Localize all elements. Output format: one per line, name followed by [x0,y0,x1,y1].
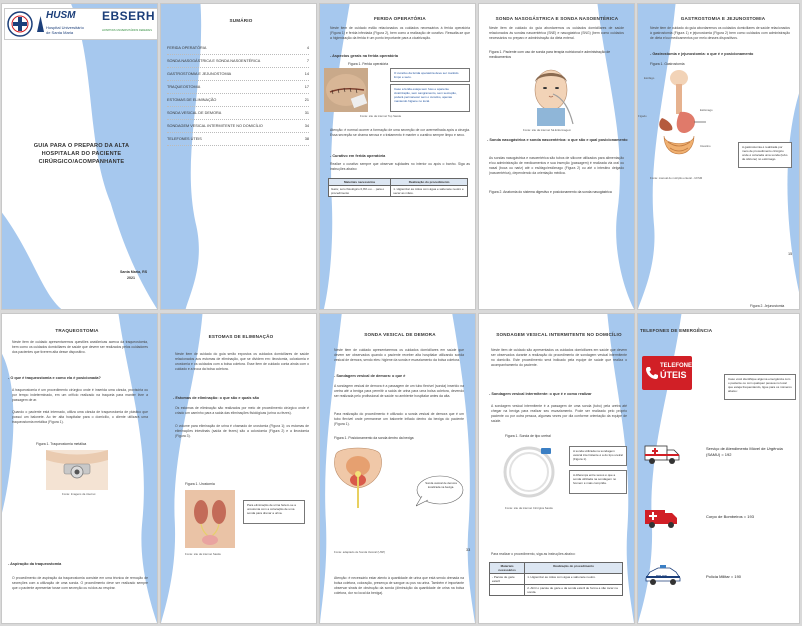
table-row [329,186,468,197]
svd-bubble-text: Sonda vesical de demora localizada na bexiga. [425,481,457,489]
callout-bubble [416,474,464,508]
svi-source: Fonte: site da internet Cirúrgica Saúde [505,506,553,510]
gastro-section-1: - Gastrostomia e jejunostomia: o que é e posicionamento [650,52,754,56]
table-header: Realização do procedimento [391,179,468,186]
ferida-page [319,3,476,310]
svi-callout-1 [569,446,627,466]
fire-truck-icon [644,506,678,530]
summary-item-page: 7 [306,59,309,63]
svi-p2: Para realizar o procedimento, siga as instruções abaixo: [491,552,576,556]
svi-title: SONDAGEM VESICAL INTERMITENTE NO DOMICÍLIO [496,332,622,337]
svd-p2: Para realização do procedimento é utilizado: a sonda vesical de demora que é um tubo flexível onde permanece um balonete inflado dentro da bexiga do paciente (Figura 1). [334,412,464,426]
bombeiros-label: Corpo de Bombeiros = 193 [706,514,754,519]
table-cell [490,585,525,596]
estomas-page [160,313,317,624]
estomas-callout-text: Para eliminação de urina fazem-se a urostomia com a colocação de uma sonda para drenar a urina. [247,503,296,515]
table-header: Materiais necessários [490,563,525,574]
digestive-system-illustration [650,70,708,166]
gastro-callout [738,142,792,168]
banner-line-2: ÚTEIS [660,370,687,380]
svd-page [319,313,476,624]
summary-item[interactable] [167,42,309,55]
page-number: 15 [788,252,793,256]
svd-fig1-caption: Figura 1. Posicionamento da sonda dentro da bexiga [334,436,414,440]
husm-logo-mark-icon [36,15,45,33]
ferida-title: FERIDA OPERATÓRIA [374,16,426,21]
summary-page [160,3,317,310]
traq-source: Fonte: Imagens da internet [62,492,96,496]
estomas-p2: O volume para eliminação de urina é chamado de urostomia (Figura 1); os estomas de eliminações intestinais (saída de fezes) são a colostomia (Figura 2) e a ileostomia (Figura 3). [175,424,309,438]
husm-emblem-icon [7,11,33,37]
table-cell: - Pacote de gaze estéril [490,574,525,585]
wound-photo [324,68,368,112]
traq-intro: Neste item de cuidado apresentaremos questões anatômicas acerca da traqueostomia, bem como os cuidados domiciliares de saúde que devem ser realizados pelos cuidadores dos pacientes que tiverem alta desse dispositivo. [12,340,148,354]
ferida-note-1 [390,68,470,82]
estomas-intro: Neste item de cuidado do guia serão expostos os cuidados domiciliares de saúde relacionados aos estomas de eliminação, que se dividem em: ileostomia, colostomia e urostomia e os cuidados com a bolsa coletora. Esse item de cuidado conta ainda com o cuidado e a troca da bolsa coletora. [175,352,309,371]
summary-item-label: ESTOMAS DE ELIMINAÇÃO [167,98,217,102]
summary-item-label: SONDAGEM VESICAL INTERMITENTE NO DOMICÍLIO [167,124,263,128]
traq-section-1: - O que é traqueostomia e como ela é posicionada? [8,376,101,380]
cover-title: GUIA PARA O PREPARO DA ALTA HOSPITALAR DO PACIENTE CIRÚRGICO/ACOMPANHANTE [33,143,130,165]
cover-year: 2021 [127,276,135,280]
sng-fig2-caption: Figura 2. Anatomia do sistema digestivo e posicionamento da sonda nasogástrica [489,190,612,194]
banner-line-1: TELEFONES [660,363,697,369]
ebserh-logo-sub: HOSPITAIS UNIVERSITÁRIOS FEDERAIS [102,29,152,32]
tracheostomy-photo [46,450,108,490]
summary-item[interactable] [167,68,309,81]
table-header: Materiais necessários [329,179,391,186]
organ-label: Fígado [638,114,647,118]
ebserh-logo-text: EBSERH [102,9,156,23]
samu-label: Serviço de Atendimento Móvel de Urgência (SAMU) = 192 [706,446,783,457]
ferida-note-2 [390,84,470,112]
ferida-section-1: - Aspectos gerais na ferida operatória [330,54,399,58]
sng-section-1: - Sonda nasogástrica e sonda nasoentérica: o que são e qual posicionamento [487,138,628,142]
urostomy-illustration [185,490,235,548]
summary-item-page: 14 [304,72,309,76]
summary-item-page: 38 [304,137,309,141]
estomas-section-1: - Estomas de eliminação: o que são e quais são [173,396,260,400]
husm-logo-sub1: Hospital Universitário [46,25,84,30]
bladder-catheter-illustration [330,446,386,508]
svi-fig1-caption: Figura 1. Sonda de tipo uretral [505,434,551,438]
husm-logo-text: HUSM [46,10,76,21]
emerg-title: TELEFONES DE EMERGÊNCIA [640,328,713,333]
ferida-section-2: - Curativo em ferida operatória [330,154,386,158]
estomas-fig1-caption: Figura 1. Urostomia [185,482,215,486]
ambulance-icon [644,442,680,466]
svd-title: SONDA VESICAL DE DEMORA [364,332,436,337]
svi-callout-2-text: A diferença entre sexos é que a sonda utilizada na sondagem no homem é mais comprida. [573,473,617,485]
svi-page [478,313,635,624]
emerg-callout-text: Caso você identifique alguma emergência com o paciente ou com qualquer pessoa no local que esteja frequentando, ligue para os números abaixo: [728,377,792,393]
logo-bar [4,8,158,40]
summary-title: SUMÁRIO [229,18,253,23]
svd-attention: Atenção: é necessário estar atento à quantidade de urina que está sendo drenada na bolsa coletora, coloração, presença de sangue ou pus na urina. Também é importante observar sinais de obstrução da sonda (diminuição da quantidade de urina na bolsa coletora, dor no local da bexiga). [334,576,464,595]
gastro-page [637,3,800,310]
cover-page [1,3,158,310]
sng-intro: Neste item de cuidado do guia abordaremos os cuidados domiciliares de saúde relacionados às sondas nasoentérica (SNE) e nasogástrica (SNG) (bem como cuidados necessários no preparo e administração da dieta enteral. [489,26,624,40]
ferida-note-2-text: Caso a ferida esteja sem fuso e aparente cicatrização, sem sangramento, sem secreção, poderá permanecer sem o curativo, apenas mantendo higiene no local. [394,87,457,103]
summary-item-page: 34 [304,124,309,128]
estomas-p1: Os estomas de eliminação são realizados por meio de procedimento cirúrgico onde é criado um caminho para a saída das eliminações fisiológicas (urina ou fezes). [175,406,309,415]
summary-item-label: SONDA VESICAL DE DEMORA [167,111,222,115]
gastro-intro: Neste item de cuidado do guia abordaremos os cuidados domiciliares de saúde relacionados à gastrostomia (Figura 1) e jejunostomia (Figura 2) bem como cuidados com administração de dieta e/ou medicamentos por meio desses dispositivos. [650,26,790,40]
traq-page [1,313,158,624]
summary-item[interactable] [167,120,309,133]
summary-item-page: 4 [306,46,309,50]
ferida-note-1-text: O curativo da ferida operatória deve ser mantido limpo e seco. [394,71,459,79]
traq-fig1-caption: Figura 1. Traqueostomia metálica [36,442,87,446]
table-row [490,574,623,585]
page-number: 33 [466,548,471,552]
organ-label: Intestino [700,144,711,148]
summary-item[interactable] [167,94,309,107]
svd-p1: A sondagem vesical de demora é a passagem de um tubo flexível (sonda) inserido na uretra até a bexiga para permitir a saída de urina para uma bolsa coletora, devendo ser realizada pelo profissional de saúde no ambiente hospitalar antes da alta. [334,384,464,398]
organ-label: Esôfago [644,76,655,80]
useful-phones-banner [642,356,697,390]
svi-p1: A sondagem vesical intermitente é a passagem de uma sonda (tubo) pela uretra até chegar na bexiga para realizar seu esvaziamento. Pode ser realizado pelo próprio paciente ou por outra pessoa, algumas vezes por dia conforme orientação da equipe de saúde. [491,404,627,423]
gastro-source: Fonte: manual de nutrição enteral - UFSM [650,176,703,180]
gastro-callout-text: A gastrostomia é realizada por meio de procedimento cirúrgico onde é colocada uma sonda (tubo de silicone) no estômago. [742,145,788,161]
phone-icon [645,366,659,380]
svd-intro: Neste item de cuidado apresentaremos os cuidados domiciliares em saúde que devem ser observados quando o paciente receber alta hospitalar utilizando sonda vesical de demora, sendo eles: higiene da sonda e esvaziamento da bolsa coletora. [334,348,464,362]
table-row [490,585,623,596]
patient-tube-illustration [523,64,579,126]
summary-item[interactable] [167,55,309,68]
svi-callout-1-text: A sonda utilizada na sondagem vesical intermitente é a do tipo uretral (Figura 1). [573,449,623,461]
summary-item-page: 21 [304,98,309,102]
sng-source: Fonte: site da internet Sá Enfermagem [523,128,572,132]
summary-item[interactable] [167,107,309,120]
table-cell: 1. Higienizar as mãos com água e sabonete neutro e secar as mãos. [391,186,468,197]
traq-title: TRAQUEOSTOMIA [55,328,99,333]
table-cell: 1. Higienizar as mãos com água e sabonete neutro. [525,574,623,585]
summary-item-label: TELEFONES ÚTEIS [167,137,202,141]
summary-item-page: 31 [304,111,309,115]
ferida-attention: Atenção: é normal ocorrer a formação de uma secreção de cor avermelhada após a cirurgia. Essa secreção se chama serosa e o tratamento é manter o curativo sempre limpo e seco. [330,128,470,137]
svd-source: Fonte: adaptado de Sonda Vesical (USP) [334,550,386,554]
table-header: Realização do procedimento [525,563,623,574]
svd-section-1: - Sondagem vesical de demora: o que é [334,374,406,378]
husm-logo-sub2: de Santa Maria [46,30,74,35]
summary-item[interactable] [167,81,309,94]
ferida-p2: Realize o curativo sempre que observar sujidades no interior ou após o banho. Siga as instruções abaixo: [330,162,470,171]
organ-label: Estômago [700,108,713,112]
table-cell: 2. Abrir o pacote de gaze e da sonda estéril de forma a não tocar na sonda. [525,585,623,596]
estomas-source: Fonte: site da internet Saúde [185,552,221,556]
svi-callout-2 [569,470,627,494]
sng-fig1-caption: Figura 1. Paciente com uso de sonda para terapia nutricional e administração de medicamentos [489,50,611,59]
traq-p3: O procedimento de aspiração da traqueostomia consiste em uma técnica de remoção de secreções com a utilização de uma sonda. O procedimento deve ser realizado sempre que o paciente apresentar tosse com secreção ou ruídos ao respirar. [12,576,148,590]
estomas-title: ESTOMAS DE ELIMINAÇÃO [208,334,274,339]
emerg-callout [724,374,796,400]
sng-p1: As sondas nasogástrica e nasoentérica são tubos de silicone utilizados para alimentação e/ou administração de medicamentos e sua inserção (passagem) é realizada via oral ou nasal (boca ou nariz) até o esôfago/estômago (Figura 2) ou até o intestino delgado (nasoentérica), dependendo da orientação médica. [489,156,624,175]
emerg-page [637,313,800,624]
ferida-materials-table [328,178,468,197]
traq-p1: A traqueostomia é um procedimento cirúrgico onde é inserida uma cânula, provisória ou por tempo indeterminado, em um orifício realizado na traqueia para manter livre a passagem de ar. [12,388,148,402]
table-cell: Gaze; soro fisiológico 0,9% ou ... para o procedimento [329,186,391,197]
ferida-intro: Neste item de cuidado estão relacionados os cuidados necessários à ferida operatória (Figura 1) e ferida infectada (Figura 2), bem como a realização de curativo. Ressalta-se que a higienização da ferida é um ponto importante para a cicatrização. [330,26,470,40]
cover-city: Santa Maria, RS [120,270,148,274]
sng-title: SONDA NASOGÁSTRICA E SONDA NASOENTÉRICA [495,16,619,21]
traq-section-2: - Aspiração da traqueostomia [8,562,62,566]
estomas-callout [243,500,305,524]
gastro-fig2-caption: Figura 2. Jejunostomia [750,304,785,308]
summary-item-label: SONDA NASOGÁSTRICA E SONDA NASOENTÉRICA [167,59,261,63]
gastro-fig1-caption: Figura 1. Gastrostomia [650,62,685,66]
svi-materials-table [489,562,623,596]
police-car-text: POLICE [656,574,668,578]
gastro-title: GASTROSTOMIA E JEJUNOSTOMIA [680,16,766,21]
summary-item[interactable] [167,133,309,146]
svi-intro: Neste item de cuidado são apresentados os cuidados domiciliares em saúde que devem ser observados durante a realização do procedimento de sondagem vesical intermitente no domicílio. Este procedimento será indicado pela equipe de saúde que realiza o acompanhamento do paciente. [491,348,627,367]
sng-page [478,3,635,310]
policia-label: Polícia Militar = 190 [706,574,742,579]
summary-item-page: 17 [304,85,309,89]
summary-item-label: GASTROSTOMIA E JEJUNOSTOMIA [167,72,232,76]
ferida-source: Fonte: site da internet Top Saúde [360,114,402,118]
urethral-catheter-illustration [501,444,557,500]
summary-list [167,42,309,146]
summary-item-label: TRAQUEOSTOMIA [167,85,201,89]
summary-item-label: FERIDA OPERATÓRIA [167,46,207,50]
traq-p2: Quando o paciente está internado, utiliza uma cânula de traqueostomia de plástico que possui um balonete. Ao ter alta hospitalar para o domicílio, o cliente utilizará uma traqueostomia metálica (Figura 1). [12,410,148,424]
svi-section-1: - Sondagem vesical intermitente: o que é e como realizar [489,392,592,396]
ferida-fig1-caption: Figura 1. Ferida operatória [348,62,389,66]
